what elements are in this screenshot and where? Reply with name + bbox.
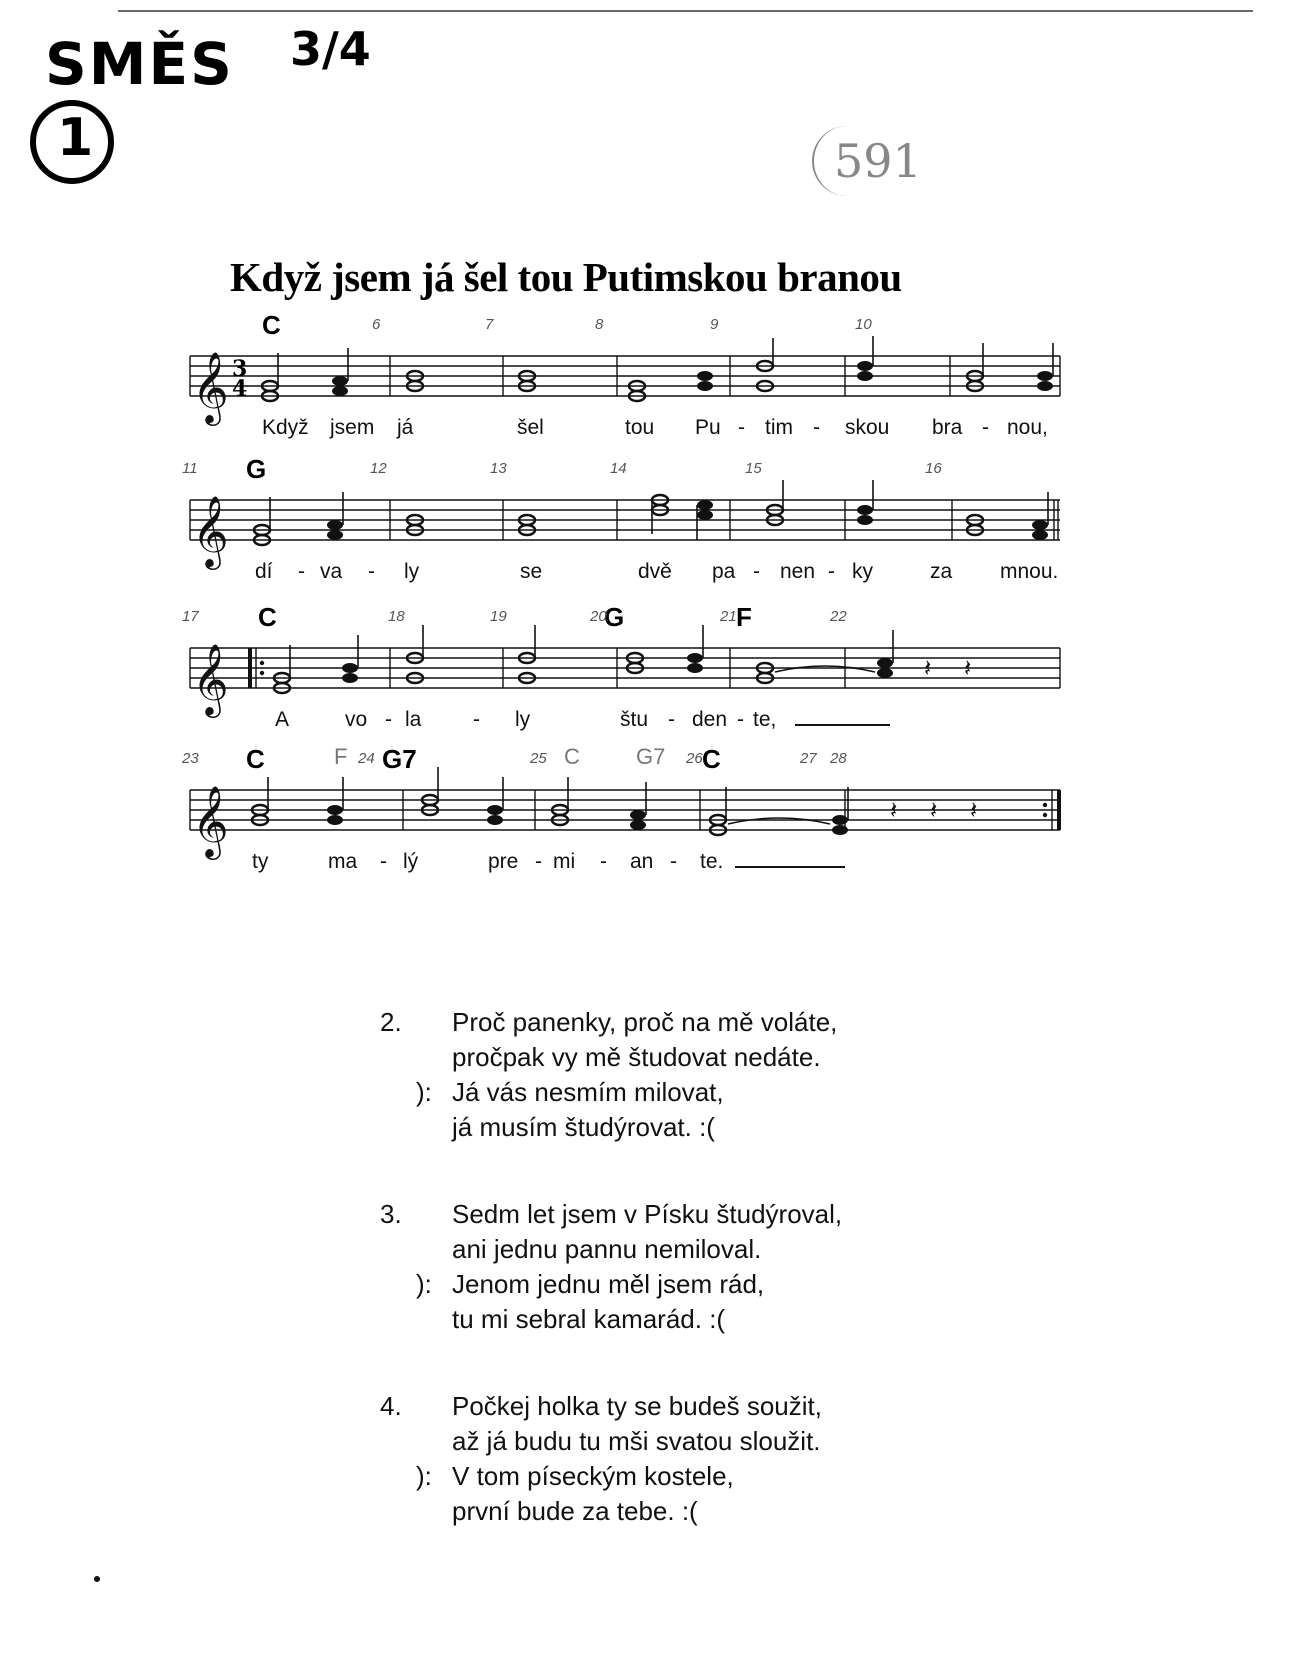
measure-number: 10 [855, 316, 872, 333]
verse-text: ani jednu pannu nemiloval. [452, 1234, 762, 1264]
verse-text: Počkej holka ty se budeš soužit, [452, 1391, 822, 1421]
verse-line [380, 1232, 762, 1267]
lyric-hyphen: - [753, 560, 760, 583]
measure-number: 14 [610, 460, 627, 477]
lyric-hyphen: - [600, 850, 607, 873]
lyric-syllable: lý [403, 850, 419, 873]
verse-line [380, 1040, 821, 1075]
svg-text:𝄽: 𝄽 [890, 796, 898, 824]
lyric-syllable: mnou. [1000, 560, 1059, 583]
music-system-2 [182, 454, 1070, 592]
verse-number: 4. [380, 1391, 402, 1421]
lyric-hyphen: - [982, 416, 989, 439]
lyric-hyphen: - [668, 708, 675, 731]
lyric-extender [735, 866, 845, 868]
verse-line [380, 1267, 765, 1302]
verse-text: Já vás nesmím milovat, [452, 1077, 724, 1107]
lyric-syllable: štu [620, 708, 649, 731]
measure-number: 8 [595, 316, 604, 333]
measure-number: 9 [710, 316, 719, 333]
repeat-mark: ): [416, 1461, 432, 1491]
lyric-hyphen: - [813, 416, 820, 439]
speck [94, 1576, 100, 1582]
verse-number: 3. [380, 1199, 402, 1229]
verse-line [380, 1389, 822, 1424]
verse-line [380, 1424, 821, 1459]
lyric-syllable: te, [753, 708, 777, 731]
lyric-syllable: já [397, 416, 414, 439]
lyric-syllable: za [930, 560, 953, 583]
chord: G [246, 454, 267, 484]
svg-text:𝄞: 𝄞 [192, 784, 229, 857]
verse-line [380, 1197, 843, 1232]
lyric-hyphen: - [535, 850, 542, 873]
svg-text:𝄽: 𝄽 [930, 796, 938, 824]
verse-line [380, 1110, 715, 1145]
lyric-syllable: ty [252, 850, 269, 873]
measure-number: 12 [370, 460, 387, 477]
lyric-syllable: vo [345, 708, 368, 731]
handwritten-meter: 3/4 [290, 22, 371, 76]
lyric-hyphen: - [385, 708, 392, 731]
lyric-syllable: dí [255, 560, 273, 583]
verse-text: V tom píseckým kostele, [452, 1461, 734, 1491]
measure-number: 16 [925, 460, 942, 477]
verse-2 [380, 1005, 838, 1145]
lyric-hyphen: - [368, 560, 375, 583]
measure-number: 25 [530, 750, 547, 767]
lyric-hyphen: - [737, 708, 744, 731]
measure-number: 21 [720, 608, 737, 625]
chord: C [702, 744, 721, 774]
chord-handwritten: F [334, 744, 348, 769]
handwritten-number: 1 [57, 108, 94, 168]
lyric-syllable: Když [262, 416, 309, 439]
measure-number: 26 [686, 750, 703, 767]
verse-line [380, 1459, 734, 1494]
lyric-syllable: skou [845, 416, 890, 439]
music-system-1 [190, 310, 1070, 448]
measure-number: 15 [745, 460, 762, 477]
measure-number: 20 [590, 608, 607, 625]
lyric-syllable: den [692, 708, 728, 731]
lyric-syllable: A [275, 708, 290, 731]
lyric-syllable: tou [625, 416, 655, 439]
lyric-syllable: an [630, 850, 654, 873]
lyric-hyphen: - [738, 416, 745, 439]
lyric-syllable: Pu [695, 416, 721, 439]
svg-text:4: 4 [232, 376, 248, 402]
svg-text:𝄞: 𝄞 [192, 494, 229, 567]
measure-number: 11 [182, 460, 198, 477]
verse-text: pročpak vy mě študovat nedáte. [452, 1042, 821, 1072]
verse-text: Sedm let jsem v Písku študýroval, [452, 1199, 843, 1229]
svg-text:𝄽: 𝄽 [964, 654, 972, 682]
lyric-hyphen: - [380, 850, 387, 873]
lyric-hyphen: - [670, 850, 677, 873]
top-border-line [118, 10, 1253, 12]
chord-handwritten: C [564, 744, 580, 769]
chord: G7 [382, 744, 417, 774]
measure-number: 13 [490, 460, 507, 477]
staff-1 [190, 318, 1070, 423]
verse-text: Proč panenky, proč na mě voláte, [452, 1007, 838, 1037]
measure-number: 28 [830, 750, 847, 767]
verse-text: já musím študýrovat. :( [452, 1112, 715, 1142]
svg-text:𝄽: 𝄽 [970, 796, 978, 824]
measure-number: 22 [830, 608, 847, 625]
lyric-syllable: ly [404, 560, 420, 583]
chord: C [262, 310, 281, 340]
measure-number: 24 [358, 750, 375, 767]
repeat-mark: ): [416, 1077, 432, 1107]
lyric-syllable: mi [553, 850, 576, 873]
measure-number: 27 [800, 750, 817, 767]
chord: G [604, 602, 625, 632]
chord: C [246, 744, 265, 774]
lyric-hyphen: - [298, 560, 305, 583]
lyric-syllable: tim [765, 416, 793, 439]
verse-4 [380, 1389, 822, 1529]
lyric-syllable: jsem [330, 416, 375, 439]
verses [380, 1005, 843, 1581]
measure-number: 19 [490, 608, 507, 625]
lyric-syllable: pre [488, 850, 519, 873]
lyric-syllable: dvě [638, 560, 672, 583]
verse-text: Jenom jednu měl jsem rád, [452, 1269, 765, 1299]
verse-text: tu mi sebral kamarád. :( [452, 1304, 726, 1334]
verse-number: 2. [380, 1007, 402, 1037]
lyric-syllable: ma [328, 850, 358, 873]
repeat-mark: ): [416, 1269, 432, 1299]
lyric-syllable: se [520, 560, 543, 583]
measure-number: 23 [182, 750, 199, 767]
measure-number: 6 [372, 316, 381, 333]
catalog-stamp: 591 [812, 126, 952, 196]
lyric-syllable: pa [712, 560, 736, 583]
verse-3 [380, 1197, 843, 1337]
svg-text:𝄞: 𝄞 [192, 642, 229, 715]
lyric-syllable: šel [517, 416, 544, 439]
svg-text:𝄽: 𝄽 [924, 654, 932, 682]
lyric-extender [795, 724, 890, 726]
lyric-syllable: nou, [1007, 416, 1048, 439]
staff-3 [190, 610, 1070, 715]
lyric-syllable: nen [780, 560, 816, 583]
lyric-hyphen: - [828, 560, 835, 583]
svg-text:𝄞: 𝄞 [192, 350, 229, 423]
lyric-syllable: ky [852, 560, 873, 583]
lyric-syllable: ly [515, 708, 531, 731]
chord-handwritten: G7 [636, 744, 666, 769]
lyric-hyphen: - [473, 708, 480, 731]
svg-text:3: 3 [232, 356, 248, 382]
verse-text: první bude za tebe. :( [452, 1496, 698, 1526]
measure-number: 17 [182, 608, 199, 625]
staff-4 [190, 752, 1070, 857]
chord: F [736, 602, 752, 632]
handwritten-title: SMĚS [45, 30, 234, 98]
song-title: Když jsem já šel tou Putimskou branou [230, 254, 902, 300]
verse-line [380, 1302, 726, 1337]
verse-line [380, 1005, 838, 1040]
chord: C [258, 602, 277, 632]
measure-number: 18 [388, 608, 405, 625]
lyric-syllable: va [320, 560, 343, 583]
verse-line [380, 1075, 724, 1110]
verse-line [380, 1494, 698, 1529]
lyric-syllable: la [405, 708, 422, 731]
lyric-syllable: bra [932, 416, 963, 439]
measure-number: 7 [485, 316, 494, 333]
verse-text: až já budu tu mši svatou sloužit. [452, 1426, 821, 1456]
music-system-4 [182, 744, 1070, 882]
lyric-syllable: te. [700, 850, 724, 873]
music-system-3 [182, 602, 1070, 740]
